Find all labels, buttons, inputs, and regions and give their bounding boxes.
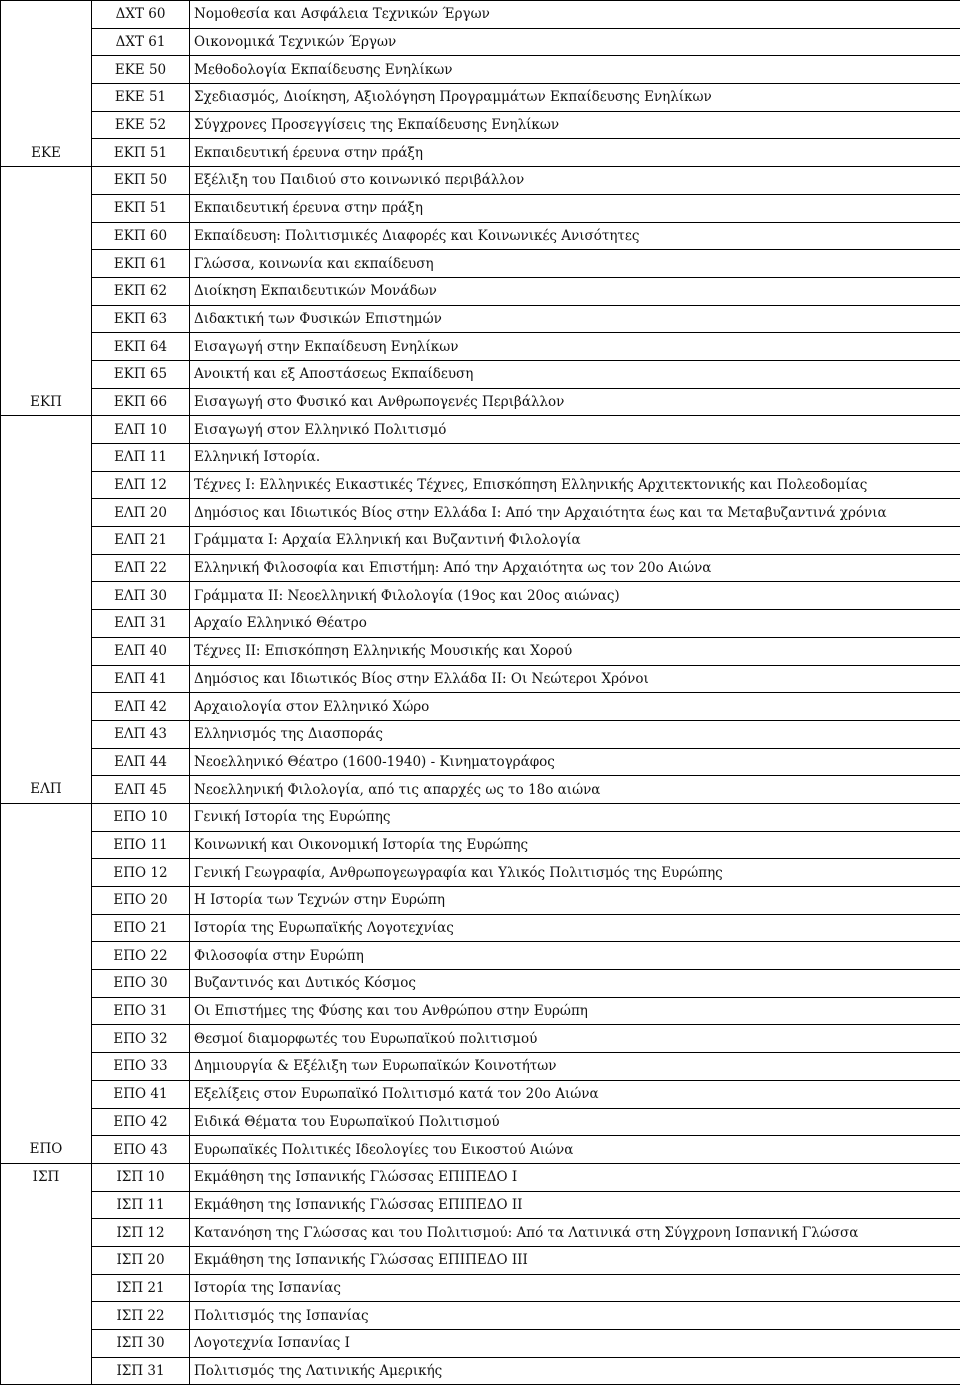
course-title: Ελληνισμός της Διασποράς: [190, 720, 960, 748]
course-code: ΙΣΠ 31: [92, 1357, 190, 1385]
table-row: [1, 554, 960, 582]
group-cell: [1, 416, 92, 444]
course-code: ΕΛΠ 41: [92, 665, 190, 693]
group-cell: [1, 527, 92, 555]
course-title: Πολιτισμός της Λατινικής Αμερικής: [190, 1357, 960, 1385]
table-row: [1, 1025, 960, 1053]
course-title: Οικονομικά Τεχνικών Έργων: [190, 28, 960, 56]
course-title: Δημιουργία & Εξέλιξη των Ευρωπαϊκών Κοινοτήτων: [190, 1053, 960, 1081]
group-cell: [1, 1, 92, 29]
group-cell: ΕΛΠ: [1, 776, 92, 804]
group-cell: [1, 360, 92, 388]
group-cell: [1, 748, 92, 776]
group-cell: [1, 859, 92, 887]
course-title: Νεοελληνικό Θέατρο (1600-1940) - Κινηματογράφος: [190, 748, 960, 776]
group-cell: [1, 887, 92, 915]
group-cell: [1, 305, 92, 333]
table-row: [1, 388, 960, 416]
group-cell: [1, 970, 92, 998]
course-title: Ευρωπαϊκές Πολιτικές Ιδεολογίες του Εικοστού Αιώνα: [190, 1136, 960, 1164]
table-row: [1, 360, 960, 388]
group-cell: [1, 942, 92, 970]
course-title: Δημόσιος και Ιδιωτικός Βίος στην Ελλάδα ΙΙ: Οι Νεώτεροι Χρόνοι: [190, 665, 960, 693]
group-cell: [1, 1080, 92, 1108]
table-row: [1, 1, 960, 29]
course-code: ΙΣΠ 10: [92, 1163, 190, 1191]
course-code: ΕΚΠ 61: [92, 250, 190, 278]
group-cell: [1, 1302, 92, 1330]
course-code: ΕΚΕ 50: [92, 56, 190, 84]
course-code: ΕΛΠ 43: [92, 720, 190, 748]
group-cell: [1, 720, 92, 748]
table-row: [1, 1219, 960, 1247]
course-code: ΕΠΟ 42: [92, 1108, 190, 1136]
course-title: Ειδικά Θέματα του Ευρωπαϊκού Πολιτισμού: [190, 1108, 960, 1136]
table-row: [1, 1191, 960, 1219]
table-row: [1, 1080, 960, 1108]
group-cell: ΕΚΕ: [1, 139, 92, 167]
table-row: [1, 527, 960, 555]
table-row: [1, 970, 960, 998]
group-cell: [1, 1330, 92, 1358]
course-code: ΕΛΠ 45: [92, 776, 190, 804]
group-cell: [1, 250, 92, 278]
table-row: [1, 748, 960, 776]
group-cell: [1, 997, 92, 1025]
course-table-body: [1, 1, 960, 1385]
course-code: ΕΛΠ 11: [92, 444, 190, 472]
table-row: [1, 1163, 960, 1191]
table-row: [1, 194, 960, 222]
course-title: Εκμάθηση της Ισπανικής Γλώσσας ΕΠΙΠΕΔΟ ΙΙΙ: [190, 1246, 960, 1274]
course-title: Λογοτεχνία Ισπανίας Ι: [190, 1330, 960, 1358]
course-code: ΕΛΠ 22: [92, 554, 190, 582]
table-row: [1, 84, 960, 112]
table-row: [1, 305, 960, 333]
group-cell: [1, 333, 92, 361]
group-cell: [1, 610, 92, 638]
course-title: Θεσμοί διαμορφωτές του Ευρωπαϊκού πολιτισμού: [190, 1025, 960, 1053]
course-code: ΕΠΟ 11: [92, 831, 190, 859]
course-code: ΕΛΠ 31: [92, 610, 190, 638]
course-title: Νομοθεσία και Ασφάλεια Τεχνικών Έργων: [190, 1, 960, 29]
table-row: [1, 250, 960, 278]
course-title: Νεοελληνική Φιλολογία, από τις απαρχές ως το 18ο αιώνα: [190, 776, 960, 804]
table-row: [1, 167, 960, 195]
course-code: ΕΚΕ 52: [92, 111, 190, 139]
course-code: ΕΠΟ 31: [92, 997, 190, 1025]
group-cell: [1, 665, 92, 693]
course-title: Εισαγωγή στον Ελληνικό Πολιτισμό: [190, 416, 960, 444]
course-code: ΙΣΠ 20: [92, 1246, 190, 1274]
course-title: Εκμάθηση της Ισπανικής Γλώσσας ΕΠΙΠΕΔΟ Ι: [190, 1163, 960, 1191]
course-code: ΕΛΠ 20: [92, 499, 190, 527]
group-cell: [1, 1274, 92, 1302]
course-title: Βυζαντινός και Δυτικός Κόσμος: [190, 970, 960, 998]
course-title: Σύγχρονες Προσεγγίσεις της Εκπαίδευσης Ενηλίκων: [190, 111, 960, 139]
group-cell: [1, 803, 92, 831]
group-cell: [1, 222, 92, 250]
table-row: [1, 887, 960, 915]
course-title: Γενική Ιστορία της Ευρώπης: [190, 803, 960, 831]
group-cell: [1, 111, 92, 139]
course-title: Ανοικτή και εξ Αποστάσεως Εκπαίδευση: [190, 360, 960, 388]
course-title: Πολιτισμός της Ισπανίας: [190, 1302, 960, 1330]
group-cell: [1, 582, 92, 610]
table-row: [1, 803, 960, 831]
course-title: Ιστορία της Ισπανίας: [190, 1274, 960, 1302]
course-title: Αρχαίο Ελληνικό Θέατρο: [190, 610, 960, 638]
group-cell: ΙΣΠ: [1, 1163, 92, 1191]
course-title: Εκπαιδευτική έρευνα στην πράξη: [190, 194, 960, 222]
course-code: ΕΠΟ 41: [92, 1080, 190, 1108]
course-title: Τέχνες ΙΙ: Επισκόπηση Ελληνικής Μουσικής και Χορού: [190, 637, 960, 665]
course-title: Γλώσσα, κοινωνία και εκπαίδευση: [190, 250, 960, 278]
course-title: Εξέλιξη του Παιδιού στο κοινωνικό περιβάλλον: [190, 167, 960, 195]
group-cell: [1, 444, 92, 472]
course-code: ΕΛΠ 21: [92, 527, 190, 555]
course-code: ΙΣΠ 11: [92, 1191, 190, 1219]
table-row: [1, 222, 960, 250]
table-row: [1, 1053, 960, 1081]
group-cell: [1, 1219, 92, 1247]
course-title: Ελληνική Φιλοσοφία και Επιστήμη: Από την Αρχαιότητα ως τον 20ο Αιώνα: [190, 554, 960, 582]
course-title: Γενική Γεωγραφία, Ανθρωπογεωγραφία και Υλικός Πολιτισμός της Ευρώπης: [190, 859, 960, 887]
group-cell: [1, 28, 92, 56]
course-title: Μεθοδολογία Εκπαίδευσης Ενηλίκων: [190, 56, 960, 84]
table-row: [1, 444, 960, 472]
course-title: Εκπαίδευση: Πολιτισμικές Διαφορές και Κοινωνικές Ανισότητες: [190, 222, 960, 250]
group-cell: [1, 471, 92, 499]
group-cell: [1, 914, 92, 942]
table-row: [1, 56, 960, 84]
group-cell: [1, 1357, 92, 1385]
course-code: ΕΛΠ 42: [92, 693, 190, 721]
course-code: ΕΠΟ 12: [92, 859, 190, 887]
course-code: ΕΚΠ 60: [92, 222, 190, 250]
table-row: [1, 1108, 960, 1136]
course-title: Διδακτική των Φυσικών Επιστημών: [190, 305, 960, 333]
table-row: [1, 111, 960, 139]
course-code: ΕΠΟ 43: [92, 1136, 190, 1164]
table-row: [1, 610, 960, 638]
group-cell: [1, 554, 92, 582]
group-cell: [1, 1246, 92, 1274]
table-row: [1, 997, 960, 1025]
group-cell: ΕΠΟ: [1, 1136, 92, 1164]
course-title: Διοίκηση Εκπαιδευτικών Μονάδων: [190, 277, 960, 305]
course-code: ΙΣΠ 21: [92, 1274, 190, 1302]
course-code: ΕΛΠ 40: [92, 637, 190, 665]
table-row: [1, 942, 960, 970]
group-cell: [1, 277, 92, 305]
group-cell: [1, 194, 92, 222]
course-code: ΕΛΠ 12: [92, 471, 190, 499]
table-row: [1, 1136, 960, 1164]
group-cell: [1, 637, 92, 665]
course-code: ΔΧΤ 60: [92, 1, 190, 29]
table-row: [1, 139, 960, 167]
course-code: ΕΚΠ 51: [92, 139, 190, 167]
table-row: [1, 1274, 960, 1302]
table-row: [1, 1246, 960, 1274]
group-cell: [1, 831, 92, 859]
group-cell: [1, 167, 92, 195]
course-title: Η Ιστορία των Τεχνών στην Ευρώπη: [190, 887, 960, 915]
course-title: Οι Επιστήμες της Φύσης και του Ανθρώπου στην Ευρώπη: [190, 997, 960, 1025]
table-row: [1, 776, 960, 804]
course-title: Δημόσιος και Ιδιωτικός Βίος στην Ελλάδα Ι: Από την Αρχαιότητα έως και τα Μεταβυζαντινά χρόνια: [190, 499, 960, 527]
table-row: [1, 416, 960, 444]
course-code: ΕΚΠ 63: [92, 305, 190, 333]
course-title: Ελληνική Ιστορία.: [190, 444, 960, 472]
course-code: ΙΣΠ 12: [92, 1219, 190, 1247]
course-code: ΕΠΟ 22: [92, 942, 190, 970]
course-title: Σχεδιασμός, Διοίκηση, Αξιολόγηση Προγραμμάτων Εκπαίδευσης Ενηλίκων: [190, 84, 960, 112]
course-title: Κοινωνική και Οικονομική Ιστορία της Ευρώπης: [190, 831, 960, 859]
table-row: [1, 582, 960, 610]
table-row: [1, 665, 960, 693]
course-title: Αρχαιολογία στον Ελληνικό Χώρο: [190, 693, 960, 721]
table-row: [1, 720, 960, 748]
course-code: ΕΠΟ 30: [92, 970, 190, 998]
course-code: ΕΚΠ 65: [92, 360, 190, 388]
course-code: ΕΠΟ 21: [92, 914, 190, 942]
course-code: ΕΠΟ 33: [92, 1053, 190, 1081]
course-code: ΕΛΠ 44: [92, 748, 190, 776]
table-row: [1, 1302, 960, 1330]
course-title: Γράμματα Ι: Αρχαία Ελληνική και Βυζαντινή Φιλολογία: [190, 527, 960, 555]
course-code: ΕΛΠ 10: [92, 416, 190, 444]
course-code: ΕΚΠ 66: [92, 388, 190, 416]
group-cell: [1, 1108, 92, 1136]
course-title: Εισαγωγή στην Εκπαίδευση Ενηλίκων: [190, 333, 960, 361]
course-title: Τέχνες Ι: Ελληνικές Εικαστικές Τέχνες, Επισκόπηση Ελληνικής Αρχιτεκτονικής και Πολεοδομίας: [190, 471, 960, 499]
table-row: [1, 1330, 960, 1358]
course-title: Εξελίξεις στον Ευρωπαϊκό Πολιτισμό κατά τον 20ο Αιώνα: [190, 1080, 960, 1108]
course-title: Εισαγωγή στο Φυσικό και Ανθρωπογενές Περιβάλλον: [190, 388, 960, 416]
group-cell: [1, 499, 92, 527]
table-row: [1, 28, 960, 56]
course-code: ΕΚΠ 50: [92, 167, 190, 195]
group-cell: [1, 56, 92, 84]
table-row: [1, 831, 960, 859]
group-cell: [1, 1191, 92, 1219]
course-title: Εκμάθηση της Ισπανικής Γλώσσας ΕΠΙΠΕΔΟ ΙΙ: [190, 1191, 960, 1219]
course-title: Εκπαιδευτική έρευνα στην πράξη: [190, 139, 960, 167]
course-title: Φιλοσοφία στην Ευρώπη: [190, 942, 960, 970]
course-title: Γράμματα ΙΙ: Νεοελληνική Φιλολογία (19ος και 20ος αιώνας): [190, 582, 960, 610]
group-cell: [1, 693, 92, 721]
course-code: ΕΛΠ 30: [92, 582, 190, 610]
course-code: ΙΣΠ 22: [92, 1302, 190, 1330]
table-row: [1, 637, 960, 665]
group-cell: [1, 1053, 92, 1081]
course-code: ΕΚΠ 64: [92, 333, 190, 361]
table-row: [1, 333, 960, 361]
group-cell: [1, 84, 92, 112]
table-row: [1, 693, 960, 721]
course-title: Κατανόηση της Γλώσσας και του Πολιτισμού: Από τα Λατινικά στη Σύγχρονη Ισπανική Γλώσσα: [190, 1219, 960, 1247]
table-row: [1, 1357, 960, 1385]
course-code: ΕΚΕ 51: [92, 84, 190, 112]
group-cell: ΕΚΠ: [1, 388, 92, 416]
table-row: [1, 859, 960, 887]
table-row: [1, 499, 960, 527]
course-code: ΕΠΟ 32: [92, 1025, 190, 1053]
course-title: Ιστορία της Ευρωπαϊκής Λογοτεχνίας: [190, 914, 960, 942]
table-row: [1, 471, 960, 499]
course-code: ΕΚΠ 62: [92, 277, 190, 305]
course-code: ΙΣΠ 30: [92, 1330, 190, 1358]
course-code: ΔΧΤ 61: [92, 28, 190, 56]
group-cell: [1, 1025, 92, 1053]
table-row: [1, 914, 960, 942]
course-code: ΕΚΠ 51: [92, 194, 190, 222]
course-code: ΕΠΟ 20: [92, 887, 190, 915]
table-row: [1, 277, 960, 305]
course-code: ΕΠΟ 10: [92, 803, 190, 831]
